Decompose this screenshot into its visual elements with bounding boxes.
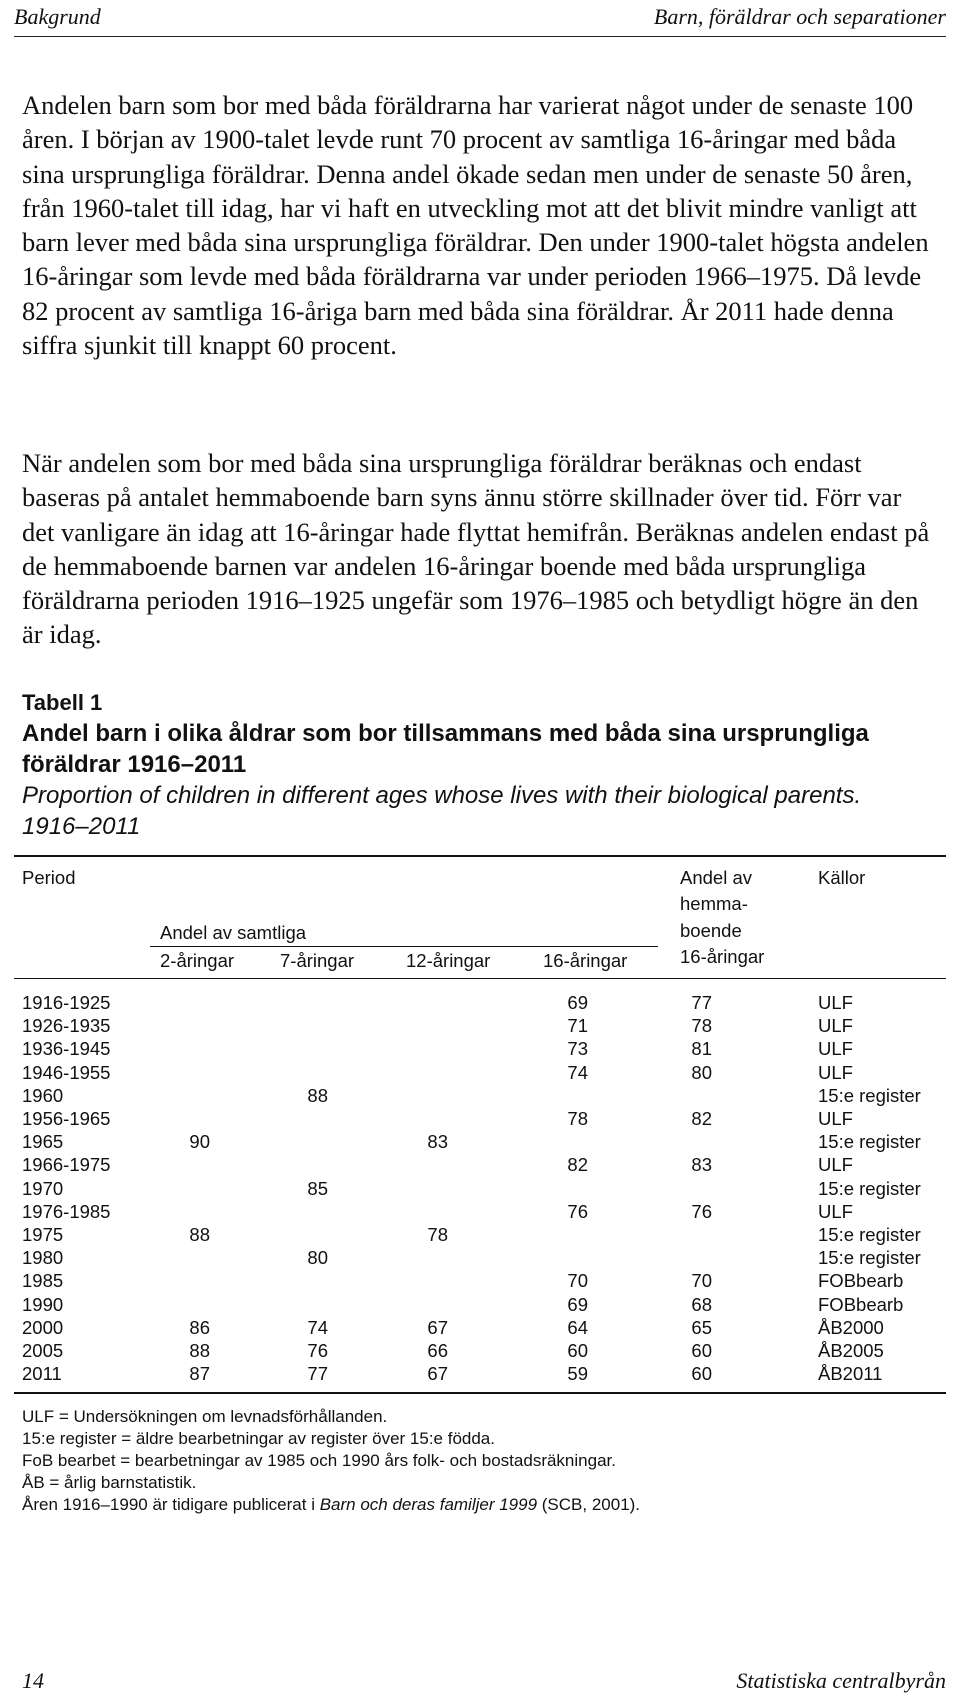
cell-7-aringar: 88: [307, 1084, 328, 1106]
cell-hemma-16-aringar: 80: [691, 1061, 712, 1083]
cell-16-aringar: 76: [567, 1200, 588, 1222]
cell-2-aringar: 88: [189, 1340, 210, 1361]
cell-source: 15:e register: [818, 1084, 921, 1106]
cell-12-aringar: 78: [427, 1224, 448, 1245]
cell-source: ULF: [818, 1038, 853, 1060]
cell-source: 15:e register: [818, 1247, 921, 1269]
cell-source: ULF: [818, 1061, 853, 1083]
cell-source: ULF: [818, 992, 853, 1013]
cell-hemma-16-aringar: 82: [691, 1108, 712, 1129]
cell-12-aringar: 67: [427, 1316, 448, 1338]
cell-period: 1966-1975: [22, 1154, 111, 1176]
cell-hemma-16-aringar: 68: [691, 1293, 712, 1315]
cell-2-aringar: 90: [189, 1131, 210, 1153]
cell-16-aringar: 59: [567, 1363, 588, 1385]
cell-period: 1936-1945: [22, 1038, 111, 1060]
cell-hemma-16-aringar: 76: [691, 1200, 712, 1222]
cell-period: 2000: [22, 1316, 64, 1338]
cell-12-aringar: 67: [427, 1363, 448, 1385]
cell-period: 1960: [22, 1084, 64, 1106]
cell-source: FOBbearb: [818, 1270, 904, 1292]
note-publication-suffix: (SCB, 2001).: [537, 1495, 641, 1514]
table-title-english: Proportion of children in different ages whose lives with their biological parents. 1916–2011: [22, 782, 862, 840]
cell-period: 2011: [22, 1363, 62, 1385]
note-ab: ÅB = årlig barnstatistik.: [22, 1473, 197, 1492]
table-notes: [22, 1406, 922, 1516]
cell-hemma-16-aringar: 78: [691, 1015, 712, 1037]
table-bottom-rule: [14, 1392, 946, 1394]
header-bottom-rule: [14, 978, 946, 979]
cell-16-aringar: 78: [567, 1108, 588, 1129]
cell-period: 1946-1955: [22, 1061, 111, 1083]
body-paragraph-2: När andelen som bor med båda sina ursprungliga föräldrar beräknas och endast baseras på antalet hemmaboende barn syns ännu större skillnader över tid. Förr var det vanligare än idag att 16-åringar hade flyttat hemifrån. Beräknas andelen endast på de hemmaboende barnen var andelen 16-åringar boende med båda ursprungliga föräldrarna perioden 1916–1925 ungefär som 1976–1985 och betydligt högre än den är idag.: [22, 448, 930, 650]
cell-period: 1916-1925: [22, 992, 111, 1013]
cell-source: ULF: [818, 1200, 853, 1222]
note-15e-register: 15:e register = äldre bearbetningar av register över 15:e födda.: [22, 1429, 495, 1448]
cell-hemma-16-aringar: 77: [691, 992, 712, 1013]
cell-source: ÅB2000: [818, 1316, 884, 1338]
col-header-7-aringar: 7-åringar: [280, 950, 355, 971]
cell-hemma-16-aringar: 81: [691, 1038, 712, 1060]
note-publication-prefix: Åren 1916–1990 är tidigare publicerat i: [22, 1495, 320, 1514]
cell-16-aringar: 82: [567, 1154, 588, 1176]
cell-period: 1970: [22, 1177, 64, 1199]
footer-publisher: Statistiska centralbyrån: [736, 1668, 946, 1693]
cell-16-aringar: 70: [567, 1270, 588, 1292]
cell-2-aringar: 88: [189, 1224, 210, 1245]
body-paragraph-1: Andelen barn som bor med båda föräldrarna har varierat något under de senaste 100 åren. I början av 1900-talet levde runt 70 procent av samtliga 16-åringar med båda sina ursprungliga föräldrar. Denna andel ökade sedan men under de senaste 50 åren, från 1960-talet till idag, har vi haft en utveckling mot att det blivit mindre vanligt att barn lever med båda sina ursprungliga föräldrar. Den under 1900-talet högsta andelen 16-åringar som levde med båda föräldrarna var under perioden 1966–1975. Då levde 82 procent av samtliga 16-åriga barn med båda sina föräldrar. År 2011 hade denna siffra sjunkit till knappt 60 procent.: [22, 90, 929, 361]
cell-7-aringar: 77: [307, 1363, 328, 1385]
running-header: [14, 0, 946, 36]
cell-period: 1980: [22, 1247, 64, 1269]
col-header-16-aringar: 16-åringar: [543, 950, 628, 971]
col-header-hemma-line3: boende: [680, 920, 742, 941]
cell-7-aringar: 85: [307, 1177, 328, 1199]
cell-source: ULF: [818, 1154, 853, 1176]
cell-period: 1985: [22, 1270, 64, 1292]
cell-hemma-16-aringar: 60: [691, 1363, 712, 1385]
header-section-title: Bakgrund: [14, 4, 101, 29]
col-header-kallor: Källor: [818, 867, 866, 888]
cell-16-aringar: 71: [567, 1015, 588, 1037]
cell-period: 1956-1965: [22, 1108, 111, 1129]
cell-12-aringar: 66: [427, 1340, 448, 1361]
group-header-rule: [150, 946, 658, 947]
cell-period: 1975: [22, 1224, 64, 1245]
page-footer: [22, 1668, 946, 1698]
cell-hemma-16-aringar: 83: [691, 1154, 712, 1176]
cell-source: 15:e register: [818, 1177, 921, 1199]
cell-12-aringar: 83: [427, 1131, 448, 1153]
cell-16-aringar: 64: [567, 1316, 588, 1338]
cell-source: ULF: [818, 1015, 853, 1037]
cell-7-aringar: 80: [307, 1247, 328, 1269]
cell-source: ÅB2011: [818, 1363, 883, 1385]
col-group-header-samtliga: Andel av samtliga: [160, 922, 307, 943]
cell-16-aringar: 69: [567, 1293, 588, 1315]
cell-source: ÅB2005: [818, 1340, 884, 1361]
cell-hemma-16-aringar: 60: [691, 1340, 712, 1361]
col-header-hemma-line2: hemma-: [680, 893, 748, 914]
cell-source: ULF: [818, 1108, 853, 1129]
cell-period: 1965: [22, 1131, 64, 1153]
cell-hemma-16-aringar: 65: [691, 1316, 712, 1338]
note-publication-title: Barn och deras familjer 1999: [319, 1495, 538, 1514]
cell-2-aringar: 87: [189, 1363, 210, 1385]
table-label: Tabell 1: [22, 690, 103, 715]
cell-source: 15:e register: [818, 1131, 921, 1153]
header-publication-title: Barn, föräldrar och separationer: [653, 4, 946, 29]
col-header-12-aringar: 12-åringar: [406, 950, 491, 971]
cell-16-aringar: 73: [567, 1038, 588, 1060]
cell-period: 1976-1985: [22, 1200, 111, 1222]
table-title: Andel barn i olika åldrar som bor tillsammans med båda sina ursprungliga föräldrar 1916–2011: [22, 720, 869, 778]
col-header-hemma-line1: Andel av: [680, 867, 752, 888]
col-header-2-aringar: 2-åringar: [160, 950, 235, 971]
cell-16-aringar: 60: [567, 1340, 588, 1361]
cell-16-aringar: 74: [567, 1061, 588, 1083]
page-number: 14: [22, 1668, 44, 1693]
col-header-hemma-line4: 16-åringar: [680, 946, 765, 967]
cell-period: 2005: [22, 1340, 64, 1361]
cell-hemma-16-aringar: 70: [691, 1270, 712, 1292]
cell-source: 15:e register: [818, 1224, 921, 1245]
cell-16-aringar: 69: [567, 992, 588, 1013]
header-rule: [14, 36, 946, 37]
cell-2-aringar: 86: [189, 1316, 210, 1338]
cell-source: FOBbearb: [818, 1293, 904, 1315]
cell-7-aringar: 76: [307, 1340, 328, 1361]
cell-period: 1990: [22, 1293, 64, 1315]
col-header-period: Period: [22, 867, 76, 888]
cell-period: 1926-1935: [22, 1015, 111, 1037]
table-top-rule: [14, 855, 946, 857]
note-publication: [22, 1494, 922, 1516]
note-fob: FoB bearbet = bearbetningar av 1985 och 1990 års folk- och bostadsräkningar.: [22, 1451, 616, 1470]
note-ulf: ULF = Undersökningen om levnadsförhållanden.: [22, 1407, 388, 1426]
cell-7-aringar: 74: [307, 1316, 328, 1338]
